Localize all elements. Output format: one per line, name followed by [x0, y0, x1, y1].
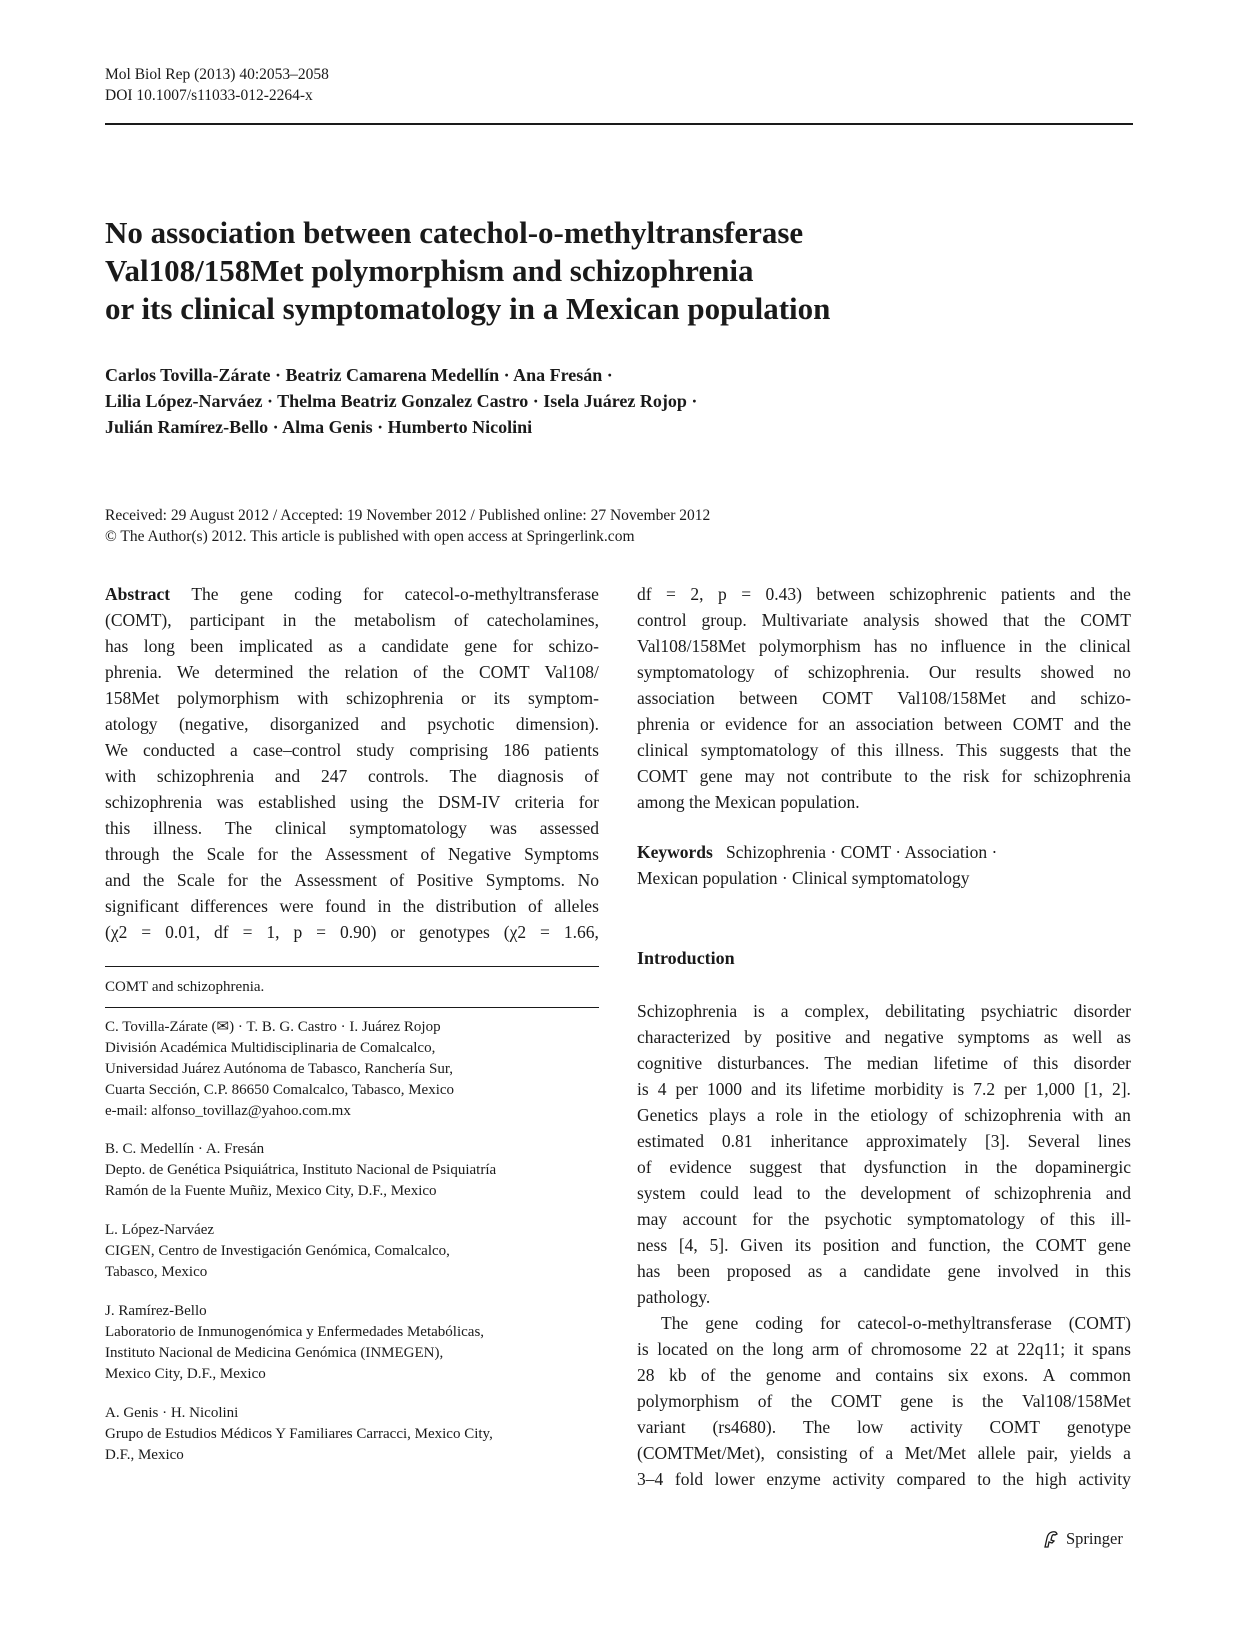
keywords [637, 839, 1131, 865]
abstract-line: symptomatology of schizophrenia. Our results showed no [637, 662, 1131, 682]
intro-line: estimated 0.81 inheritance approximately [3]. Several lines [637, 1131, 1131, 1151]
abstract-line: (χ2 = 0.01, df = 1, p = 0.90) or genotypes (χ2 = 1.66, [105, 922, 599, 942]
intro-line: of evidence suggest that dysfunction in the dopaminergic [637, 1157, 1131, 1177]
abstract-line: 158Met polymorphism with schizophrenia or its symptom- [105, 688, 599, 708]
affiliation-names: L. López-Narváez [105, 1222, 215, 1238]
author-line: Carlos Tovilla-Zárate · Beatriz Camarena Medellín · Ana Fresán · [105, 365, 613, 385]
running-title-footnote: COMT and schizophrenia. [105, 979, 265, 995]
affiliation-block: C. Tovilla-Zárate (✉) · T. B. G. Castro · I. Juárez Rojop División Académica Multidisciplinaria de Comalcalco, Universidad Juárez Autónoma de Tabasco, Ranchería Sur, Cuarta Sección, C.P. 86650 Comalcalco, Tabasco, Mexico e-mail: alfonso_tovillaz@yahoo.com.mx [105, 1017, 599, 1122]
intro-line: pathology. [637, 1287, 711, 1307]
author-list [105, 362, 1005, 440]
abstract-line: Val108/158Met polymorphism has no influence in the clinical [637, 636, 1131, 656]
intro-line: 3–4 fold lower enzyme activity compared to the high activity [637, 1469, 1131, 1489]
intro-line: cognitive disturbances. The median lifetime of this disorder [637, 1053, 1131, 1073]
journal-citation: Mol Biol Rep (2013) 40:2053–2058 [105, 66, 329, 83]
doi: DOI 10.1007/s11033-012-2264-x [105, 87, 313, 104]
footnote-rule-bottom [105, 1007, 599, 1008]
footnote-rule-top [105, 966, 599, 967]
intro-line: 28 kb of the genome and contains six exons. A common [637, 1365, 1131, 1385]
abstract-line: significant differences were found in the distribution of alleles [105, 896, 599, 916]
corresponding-email[interactable]: e-mail: alfonso_tovillaz@yahoo.com.mx [105, 1103, 351, 1119]
article-title [105, 214, 1105, 328]
abstract-line: has long been implicated as a candidate gene for schizo- [105, 636, 599, 656]
keywords-line: Schizophrenia · COMT · Association · [725, 842, 998, 862]
introduction-body [637, 998, 1131, 1492]
intro-line: has been proposed as a candidate gene involved in this [637, 1261, 1131, 1281]
abstract-line: We conducted a case–control study comprising 186 patients [105, 740, 599, 760]
abstract-line: Abstract The gene coding for catecol-o-methyltransferase [105, 584, 599, 604]
affiliation-block: A. Genis · H. Nicolini Grupo de Estudios Médicos Y Familiares Carracci, Mexico City, D.F., Mexico [105, 1403, 599, 1466]
intro-line: is 4 per 1000 and its lifetime morbidity is 7.2 per 1,000 [1, 2]. [637, 1079, 1131, 1099]
affiliation-names: C. Tovilla-Zárate (✉) · T. B. G. Castro · I. Juárez Rojop [105, 1019, 441, 1035]
affiliation-block: J. Ramírez-Bello Laboratorio de Inmunogenómica y Enfermedades Metabólicas, Instituto Nacional de Medicina Genómica (INMEGEN), Mexico City, D.F., Mexico [105, 1301, 599, 1385]
affiliation-block: B. C. Medellín · A. Fresán Depto. de Genética Psiquiátrica, Instituto Nacional de Psiquiatría Ramón de la Fuente Muñiz, Mexico City, D.F., Mexico [105, 1139, 599, 1202]
abstract-line: and the Scale for the Assessment of Positive Symptoms. No [105, 870, 599, 890]
publication-dates [105, 505, 1005, 547]
abstract-line: clinical symptomatology of this illness. This suggests that the [637, 740, 1131, 760]
abstract-line: with schizophrenia and 247 controls. The diagnosis of [105, 766, 599, 786]
springer-horse-icon [1040, 1528, 1062, 1550]
publisher-name: Springer [1066, 1529, 1123, 1548]
abstract-left-column [105, 581, 599, 945]
title-line: or its clinical symptomatology in a Mexican population [105, 291, 831, 326]
journal-header [105, 64, 329, 106]
author-line: Lilia López-Narváez · Thelma Beatriz Gonzalez Castro · Isela Juárez Rojop · [105, 391, 698, 411]
abstract-line: schizophrenia was established using the DSM-IV criteria for [105, 792, 599, 812]
intro-line: system could lead to the development of schizophrenia and [637, 1183, 1131, 1203]
intro-line: may account for the psychotic symptomatology of this ill- [637, 1209, 1131, 1229]
abstract-line: through the Scale for the Assessment of Negative Symptoms [105, 844, 599, 864]
intro-line: polymorphism of the COMT gene is the Val108/158Met [637, 1391, 1131, 1411]
intro-line: characterized by positive and negative symptoms as well as [637, 1027, 1131, 1047]
intro-line: (COMTMet/Met), consisting of a Met/Met allele pair, yields a [637, 1443, 1131, 1463]
intro-line: Schizophrenia is a complex, debilitating psychiatric disorder [637, 1001, 1131, 1021]
intro-line: ness [4, 5]. Given its position and function, the COMT gene [637, 1235, 1131, 1255]
abstract-right-column [637, 581, 1131, 891]
affiliation-names: B. C. Medellín · A. Fresán [105, 1141, 265, 1157]
introduction-heading: Introduction [637, 948, 735, 968]
abstract-line: phrenia or evidence for an association between COMT and the [637, 714, 1131, 734]
abstract-line: atology (negative, disorganized and psychotic dimension). [105, 714, 599, 734]
intro-line: is located on the long arm of chromosome 22 at 22q11; it spans [637, 1339, 1131, 1359]
copyright-line: © The Author(s) 2012. This article is published with open access at Springerlink.com [105, 528, 635, 545]
springer-logo [1040, 1528, 1123, 1550]
keywords-label: Keywords [637, 842, 713, 862]
abstract-line: this illness. The clinical symptomatology was assessed [105, 818, 599, 838]
intro-line: Genetics plays a role in the etiology of schizophrenia with an [637, 1105, 1131, 1125]
abstract-line: (COMT), participant in the metabolism of catecholamines, [105, 610, 599, 630]
abstract-line: COMT gene may not contribute to the risk for schizophrenia [637, 766, 1131, 786]
history-dates: Received: 29 August 2012 / Accepted: 19 November 2012 / Published online: 27 November 2012 [105, 507, 711, 524]
abstract-line: control group. Multivariate analysis showed that the COMT [637, 610, 1131, 630]
title-line: Val108/158Met polymorphism and schizophrenia [105, 253, 754, 288]
abstract-line: phrenia. We determined the relation of the COMT Val108/ [105, 662, 599, 682]
affiliation-names: J. Ramírez-Bello [105, 1303, 207, 1319]
intro-line: The gene coding for catecol-o-methyltransferase (COMT) [661, 1313, 1131, 1333]
keywords-line: Mexican population · Clinical symptomatology [637, 868, 970, 888]
header-rule [105, 123, 1133, 125]
abstract-line: association between COMT Val108/158Met and schizo- [637, 688, 1131, 708]
author-line: Julián Ramírez-Bello · Alma Genis · Humberto Nicolini [105, 417, 533, 437]
intro-line: variant (rs4680). The low activity COMT genotype [637, 1417, 1131, 1437]
affiliation-block: L. López-Narváez CIGEN, Centro de Investigación Genómica, Comalcalco, Tabasco, Mexico [105, 1220, 599, 1283]
title-line: No association between catechol-o-methyltransferase [105, 215, 804, 250]
affiliation-names: A. Genis · H. Nicolini [105, 1405, 239, 1421]
abstract-line: among the Mexican population. [637, 792, 860, 812]
abstract-line: df = 2, p = 0.43) between schizophrenic patients and the [637, 584, 1131, 604]
